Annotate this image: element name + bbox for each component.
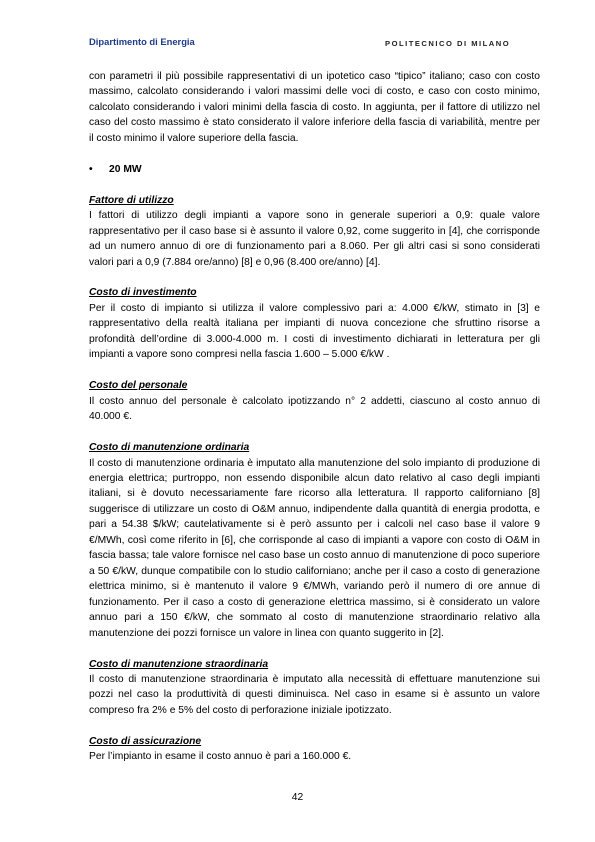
section-text-costo-investimento: Per il costo di impianto si utilizza il valore complessivo pari a: 4.000 €/kW, stimato in [3] e rappresentativo della realtà italiana per impianti di nuova concezione che sfruttino risorse a profondità dell’ordine di 3.000-4.000 m. I costi di investimento dichiarati in letteratura per gli impianti a vapore sono compresi nella fascia 1.600 – 5.000 €/kW . <box>89 302 540 361</box>
section-heading-manutenzione-ordinaria: Costo di manutenzione ordinaria <box>89 442 250 454</box>
section-heading-costo-assicurazione: Costo di assicurazione <box>89 735 202 747</box>
section-bullet <box>89 162 540 177</box>
section-text-manutenzione-ordinaria: Il costo di manutenzione ordinaria è imputato alla manutenzione del solo impianto di produzione di energia elettrica; purtroppo, non essendo disponibile alcun dato relativo al caso degli impianti italiani, si è dovuto necessariamente fare ricorso alla letteratura. Il rapporto californiano [8] suggerisce di utilizzare un costo di O&M annuo, indipendente dalla quantità di energia prodotta, e pari a 54.38 $/kW; cautelativamente si è però assunto per i calcoli nel caso base il valore 9 €/MWh, così come riferito in [6], che corrisponde al caso di impianti a vapore con costo di O&M in fascia bassa; tale valore fornisce nel caso base un costo annuo di manutenzione di poco superiore a 50 €/kW, dunque compatibile con lo studio californiano; anche per il caso a costo di generazione elettrica minimo, si è mantenuto il valore 9 €/MWh, variando però il numero di ore annue di funzionamento. Per il caso a costo di generazione elettrica massimo, si è considerato un valore annuo pari a 150 €/kW, che sommato al costo di manutenzione straordinario relativo alla manutenzione dei pozzi fornisce un valore in linea con quanto suggerito in [2]. <box>89 457 540 639</box>
section-heading-costo-investimento: Costo di investimento <box>89 287 197 299</box>
section-heading-fattore-utilizzo: Fattore di utilizzo <box>89 194 174 206</box>
bullet-label: 20 MW <box>109 163 142 175</box>
page-number: 42 <box>291 792 304 803</box>
section-text-costo-assicurazione: Per l’impianto in esame il costo annuo è pari a 160.000 €. <box>89 751 352 763</box>
university-header: POLITECNICO DI MILANO <box>385 39 511 48</box>
document-body <box>89 69 540 765</box>
department-header: Dipartimento di Energia <box>89 36 195 47</box>
section-heading-manutenzione-straordinaria: Costo di manutenzione straordinaria <box>89 658 269 670</box>
bullet-symbol: • <box>89 163 93 175</box>
section-heading-costo-personale: Costo del personale <box>89 380 188 392</box>
section-text-fattore-utilizzo: I fattori di utilizzo degli impianti a vapore sono in generale superiori a 0,9: quale valore rappresentativo per il caso base si è assunto il valore 0,92, come suggerito in [4], che corrisponde ad un numero annuo di ore di funzionamento pari a 8.060. Per gli altri casi si sono considerati valori pari a 0,9 (7.884 ore/anno) [8] e 0,96 (8.400 ore/anno) [4]. <box>89 210 540 268</box>
intro-paragraph: con parametri il più possibile rappresentativi di un ipotetico caso “tipico” italiano; caso con costo massimo, calcolato considerando i valori massimi delle voci di costo, e caso con costo minimo, calcolato considerando i valori minimi della fascia di costo. In aggiunta, per il fattore di utilizzo nel caso del costo massimo è stato considerato il valore inferiore della fascia di variabilità, mentre per il costo minimo il valore superiore della fascia. <box>89 71 540 144</box>
section-text-costo-personale: Il costo annuo del personale è calcolato ipotizzando n° 2 addetti, ciascuno al costo annuo di 40.000 €. <box>89 395 540 423</box>
section-text-manutenzione-straordinaria: Il costo di manutenzione straordinaria è imputato alla necessità di effettuare manutenzione sui pozzi nel caso la produttività di questi diminuisca. Nel caso in esame si è assunto un valore compreso fra 2% e 5% del costo di perforazione iniziale ipotizzato. <box>89 673 540 716</box>
